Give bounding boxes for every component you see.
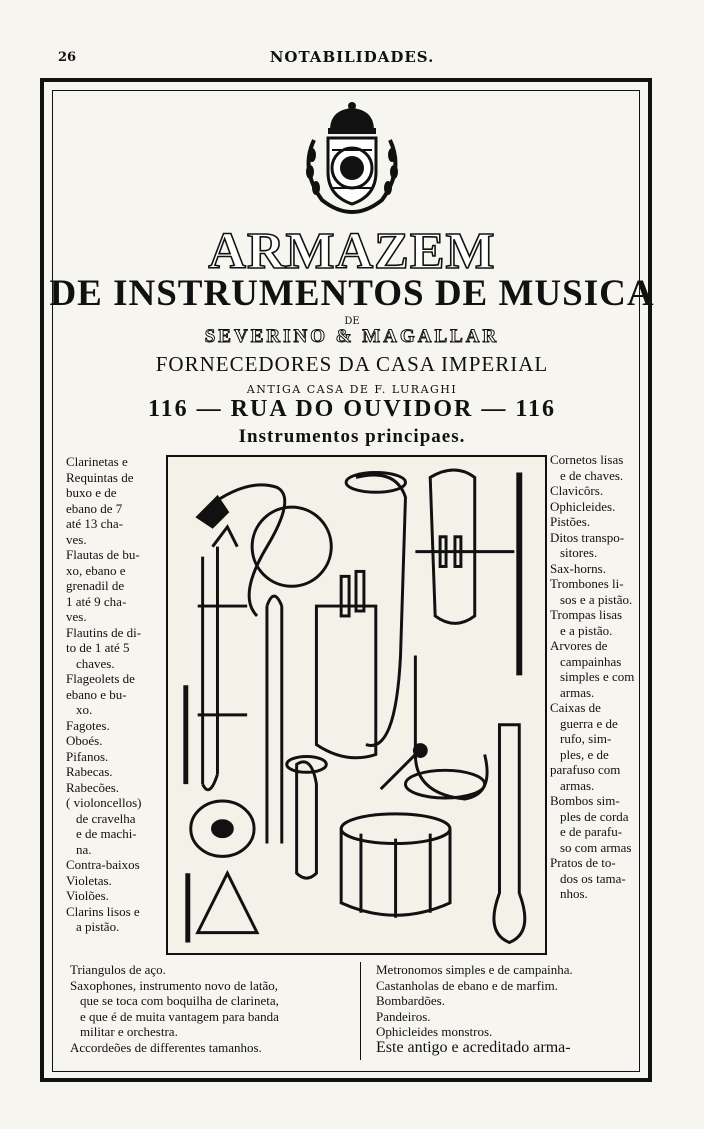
tuba-icon [316,472,405,757]
list-item: dos os tama- [560,870,626,886]
list-item: Ophicleides monstros. [376,1024,493,1039]
list-item: campainhas [560,653,622,669]
list-item: Cornetos lisas [550,452,624,467]
running-head: NOTABILIDADES. [269,48,435,66]
headline-armazem: ARMAZEM [208,223,496,280]
list-item: to de 1 até 5 [66,640,130,655]
right-instrument-list [550,452,642,902]
firm-name: SEVERINO & MAGALLAR [204,326,500,347]
list-item: Flautas de bu- [66,547,140,562]
list-item: rufo, sim- [560,731,612,746]
list-item: Clarinetas e [66,454,128,469]
list-item: Violetas. [66,872,112,888]
list-item: Arvores de [550,638,608,653]
list-item: sitores. [560,545,598,560]
left-instrument-list [66,454,166,935]
list-item: armas. [560,684,595,700]
list-item: ples, e de [560,746,609,762]
instruments-engraving [166,455,547,955]
list-item: Castanholas de ebano e de marfim. [376,977,558,993]
cornet-icon [415,470,514,623]
street-address: 116 — RUA DO OUVIDOR — 116 [147,396,557,422]
list-item: ves. [66,531,87,547]
former-house: ANTIGA CASA DE F. LURAGHI [246,383,458,396]
list-item: ves. [66,609,87,624]
imperial-crest-icon [292,100,412,220]
list-item: até 13 cha- [66,516,124,531]
list-item: Trombones li- [550,576,624,591]
list-item: guerra e de [560,715,618,731]
triangle-icon [198,873,257,932]
bottom-left-list [70,962,358,1055]
list-item: que se toca com boquilha de clarineta, [80,993,279,1008]
list-item: chaves. [76,655,115,671]
list-item: Ditos transpo- [550,529,625,545]
list-item: Fagotes. [66,717,110,733]
list-item: Pifanos. [66,748,109,764]
list-item: Pistões. [550,514,591,529]
list-item: Metronomos simples e de campainha. [376,962,573,977]
imperial-suppliers: FORNECEDORES DA CASA IMPERIAL [155,352,549,376]
list-item: Flageolets de [66,671,135,686]
list-item: ples de corda [560,808,629,824]
list-item: parafuso com [550,762,621,777]
drum-icon [341,814,450,918]
list-item: nhos. [560,886,588,901]
list-item: Pandeiros. [376,1008,431,1024]
list-item: a pistão. [76,919,120,934]
list-item: Caixas de [550,700,601,715]
list-item: e de chaves. [560,467,624,483]
list-item: Trompas lisas [550,607,623,622]
list-item: Requintas de [66,469,134,485]
column-divider [360,962,361,1060]
list-item: Rabecões. [66,779,120,795]
list-item: ebano e bu- [66,686,127,702]
list-item: sos e a pistão. [560,591,633,607]
list-item: buxo e de [66,485,117,500]
horn-icon [287,756,327,878]
headline-instruments: DE INSTRUMENTOS DE MUSICA [49,273,655,314]
list-item: 1 até 9 cha- [66,593,127,609]
trombone-icon [267,596,282,843]
list-item: Violões. [66,888,109,903]
page-number: 26 [58,50,77,65]
list-item: e que é de muita vantagem para banda [80,1008,279,1024]
trombone-icon [198,527,247,790]
list-item: Accordeões de differentes tamanhos. [70,1039,262,1055]
list-item: e de machi- [76,826,137,841]
list-item: na. [76,841,92,857]
list-item: ( violoncellos) [66,795,142,810]
list-item: Bombardões. [376,993,445,1008]
list-item: Este antigo e acreditado arma- [376,1038,571,1056]
list-item: simples e com [560,669,635,684]
list-item: Pratos de to- [550,855,616,870]
list-item: ebano de 7 [66,500,123,516]
list-item: Rabecas. [66,764,113,779]
list-item: Flautins de di- [66,624,142,640]
list-item: xo. [76,702,93,717]
list-item: e de parafu- [560,824,623,839]
list-item: Sax-horns. [550,560,606,576]
instruments-subtitle: Instrumentos principaes. [238,426,466,447]
list-item: armas. [560,777,595,793]
list-item: Bombos sim- [550,793,620,808]
list-item: Saxophones, instrumento novo de latão, [70,977,278,993]
ophicleide-icon [405,656,487,799]
list-item: xo, ebano e [66,562,126,578]
list-item: Ophicleides. [550,498,616,514]
list-item: grenadil de [66,578,125,593]
connector-de: DE [344,316,360,327]
list-item: e a pistão. [560,622,613,638]
list-item: Oboés. [66,733,103,748]
list-item: Clavicôrs. [550,483,604,498]
list-item: so com armas [560,839,632,855]
bottom-right-list [376,962,644,1055]
list-item: militar e orchestra. [80,1024,178,1039]
list-item: de cravelha [76,810,136,826]
list-item: Triangulos de aço. [70,962,166,977]
list-item: Clarins lisos e [66,903,140,919]
french-horn-icon [252,507,331,586]
bugle-icon [494,725,525,943]
list-item: Contra-baixos [66,857,140,872]
